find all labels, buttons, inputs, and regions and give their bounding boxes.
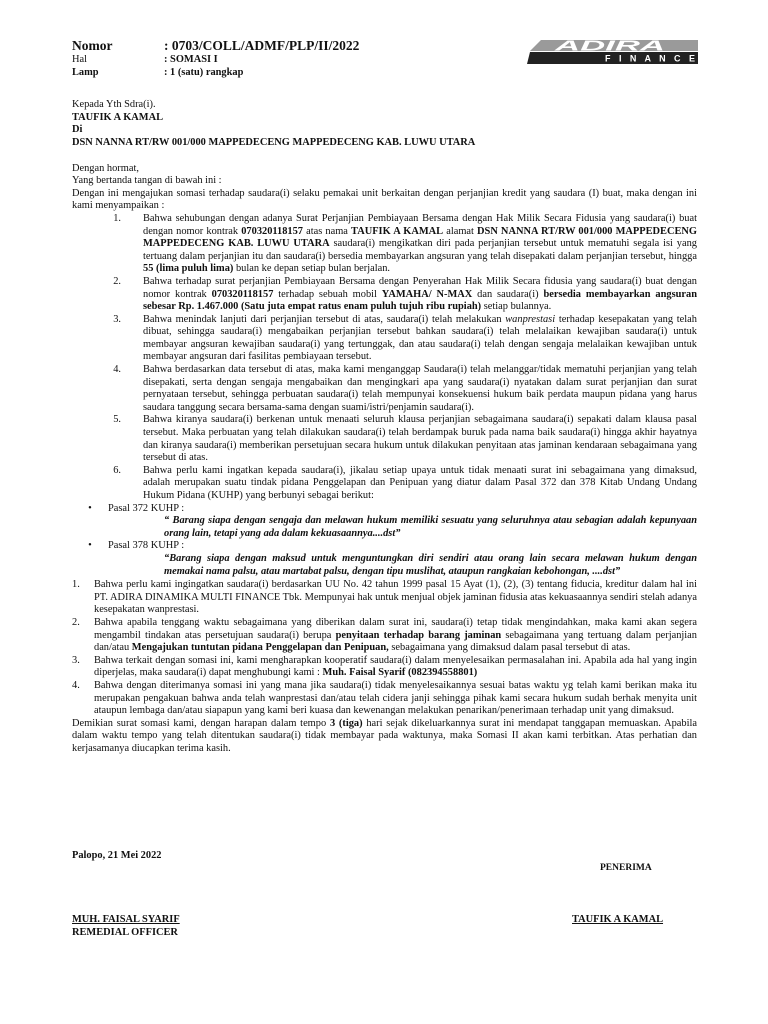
logo-brand: ADIRA <box>552 38 665 55</box>
greeting: Dengan hormat, <box>72 162 139 174</box>
item-number: 4. <box>113 364 121 376</box>
letter-body <box>72 38 697 755</box>
pasal-378-quote: “Barang siapa dengan maksud untuk menguntungkan diri sendiri atau orang lain secara melawan hukum dengan memakai nama palsu, atau martabat palsu, dengan tipu muslihat, ataupun rangkaian kebohongan, ....dst” <box>164 552 697 577</box>
signer-intro: Yang bertanda tangan di bawah ini : <box>72 175 222 187</box>
list-item <box>72 465 697 503</box>
recipient-signature-name: TAUFIK A KAMAL <box>572 914 664 925</box>
recipient-name: TAUFIK A KAMAL <box>72 111 164 123</box>
item-text: Bahwa dengan diterimanya somasi ini yang mana jika saudara(i) tidak menyelesaikannya sesuai batas waktu yg telah kami berikan maka itu merupakan pengakuan bahwa anda telah wanprestasi dan/atau telah cidera janji sehingga pihak kami secara hukum sudah berhak menyita unit ataupun lembaga dan/atau siapapun yang kami beri kuasa dan kewenangan melakukan penarikan/penerimaan terhadap unit yang dimaksud. <box>94 679 697 717</box>
recipient-block <box>72 99 697 149</box>
item-text: Bahwa apabila tenggang waktu sebagaimana yang diberikan dalam surat ini, saudara(i) tetap tidak mengindahkan, maka kami akan segera mengambil tindakan atas persetujuan saudara(i) berupa penyitaan terhadap barang jaminan sebagaimana yang tertuang dalam perjanjian dan/atau Mengajukan tuntutan pidana Penggelapan dan Penipuan, sebagaimana yang dimaksud dalam pasal tersebut di atas. <box>94 616 697 654</box>
place-date: Palopo, 21 Mei 2022 <box>72 850 162 861</box>
item-text: Bahwa terhadap surat perjanjian Pembiayaan Bersama dengan Penyerahan Hak Milik Secara fidusia yang saudara(i) buat dengan nomor kontrak 070320118157 terhadap sebuah mobil YAMAHA/ N-MAX dan saudara(i) bersedia membayarkan angsuran sebesar Rp. 1.467.000 (Satu juta empat ratus enam puluh tujuh ribu rupiah) setiap bulannya. <box>143 275 697 313</box>
logo-sub: F I N A N C E <box>605 53 695 64</box>
item-number: 6. <box>113 464 121 476</box>
recipient-address: DSN NANNA RT/RW 001/000 MAPPEDECENG MAPPEDECENG KAB. LUWU UTARA <box>72 136 476 148</box>
item-text: Bahwa berdasarkan data tersebut di atas, maka kami menganggap Saudara(i) telah melanggar/tidak mematuhi perjanjian yang telah disepakati, serta dengan sengaja mengabaikan dan mengingkari apa yang saudara(i) nyatakan dalam surat perjanjian dan surat pernyataan tersebut, sehingga perbuatan saudara(i) telah mempunyai konsekuensi hukum baik perdata maupun pidana yang harus saudara tanggung secara bersama-sama dengan suami/istri/penjamin saudara(i). <box>143 364 697 413</box>
item-number: 4. <box>72 679 80 691</box>
item-text: Bahwa menindak lanjuti dari perjanjian tersebut di atas, saudara(i) telah melakukan wanprestasi terhadap kesepakatan yang telah dibuat, sehingga saudara(i) mengabaikan perjanjian tersebut bahkan saudara(i) telah melalaikan kewajiban saudara(i) untuk membayar angsuran kewajiban saudara(i) yang tertunggak, dan atau saudara(i) telah dengan sengaja melalaikan kewajiban untuk membayar angsuran dari fasilitas pembiayaan tersebut. <box>143 313 697 363</box>
hal-row <box>72 54 697 67</box>
item-text: Bahwa kiranya saudara(i) berkenan untuk menaati seluruh klausa perjanjian sebagaimana saudara(i) sepakati dalam klausa pasal tersebut. Maka perbuatan yang telah dilakukan saudara(i) telah berdampak buruk pada nama baik saudara(i) hingga akhir hayatnya dan kiranya saudara(i) memberikan persetujuan secara hukum untuk dilakukan penyitaan atas jaminan kendaraan sebagaimana yang tersebut di atas. <box>143 414 697 464</box>
item-number: 3. <box>72 654 80 666</box>
lamp-value: : 1 (satu) rangkap <box>164 66 244 78</box>
pasal-378 <box>72 540 697 553</box>
pasal-label: Pasal 372 KUHP : <box>108 502 185 514</box>
recipient-di: Di <box>72 124 83 136</box>
points-list <box>72 213 697 503</box>
list-item <box>72 617 697 655</box>
hal-value: : SOMASI I <box>164 54 218 65</box>
item-number: 3. <box>113 313 121 325</box>
points2-list <box>72 579 697 718</box>
list-item <box>72 414 697 464</box>
bullet-icon: • <box>88 502 92 514</box>
nomor-row <box>72 38 697 54</box>
list-item <box>72 276 697 314</box>
item-text: Bahwa terkait dengan somasi ini, kami mengharapkan kooperatif saudara(i) dalam menyelesaikan permasalahan ini. Apabila ada hal yang ingin diperjelas, maka saudara(i) dapat menghubungi kami : Muh. Faisal Syarif (082394558801) <box>94 654 697 679</box>
bullet-icon: • <box>88 540 92 552</box>
list-item <box>72 579 697 617</box>
signer-name: MUH. FAISAL SYARIF <box>72 914 180 925</box>
pasal-label: Pasal 378 KUHP : <box>108 540 185 552</box>
intro-block <box>72 163 697 213</box>
pasal-372 <box>72 503 697 516</box>
item-number: 2. <box>113 275 121 287</box>
list-item <box>72 364 697 414</box>
penerima-label: PENERIMA <box>600 863 652 873</box>
item-number: 1. <box>113 212 121 224</box>
hal-label: Hal <box>72 54 88 65</box>
closing-paragraph: Demikian surat somasi kami, dengan harapan dalam tempo 3 (tiga) hari sejak dikeluarkannya surat ini mendapat tanggapan memuaskan. Apabila dalam waktu tempo yang telah ditentukan saudara(i) tidak membayar pada waktunya, maka Somasi II akan kami terbitkan. Atas perhatian dan kerjasamanya diucapkan terima kasih. <box>72 717 697 754</box>
item-number: 1. <box>72 579 80 591</box>
signer-title: REMEDIAL OFFICER <box>72 927 178 938</box>
list-item <box>72 314 697 364</box>
lamp-row <box>72 67 697 80</box>
lamp-label: Lamp <box>72 66 99 78</box>
list-item <box>72 680 697 718</box>
item-text: Bahwa sehubungan dengan adanya Surat Perjanjian Pembiayaan Bersama dengan Hak Milik Secara Fidusia yang saudara(i) buat dengan nomor kontrak 070320118157 atas nama TAUFIK A KAMAL alamat DSN NANNA RT/RW 001/000 MAPPEDECENG MAPPEDECENG KAB. LUWU UTARA saudara(i) mengikatkan diri pada perjanjian tersebut untuk mematuhi segala isi yang tertuang dalam perjanjian itu dan saudara(i) bersedia membayarkan angsuran yang telah disepakati dalam perjanjian tersebut, hingga 55 (lima puluh lima) bulan ke depan setiap bulan berjalan. <box>143 212 697 275</box>
recipient-salutation: Kepada Yth Sdra(i). <box>72 99 156 111</box>
item-number: 5. <box>113 414 121 426</box>
list-item <box>72 655 697 680</box>
item-text: Bahwa perlu kami ingingatkan saudara(i) berdasarkan UU No. 42 tahun 1999 pasal 15 Ayat (1), (2), (3) tentang fiducia, kreditur dalam hal ini PT. ADIRA DINAMIKA MULTI FINANCE Tbk. Mempunyai hak untuk menjual objek jaminan fidusia atas kekuasaannya sendiri stelah adanya kesepakatan wanprestasi. <box>94 579 697 616</box>
pasal-372-quote: “ Barang siapa dengan sengaja dan melawan hukum memiliki sesuatu yang seluruhnya atau sebagian adalah kepunyaan orang lain, tetapi yang ada dalam kekuasaannya....dst” <box>164 515 697 539</box>
intro-paragraph: Dengan ini mengajukan somasi terhadap saudara(i) selaku pemakai unit berkaitan dengan perjanjian kredit yang saudara (I) buat, maka dengan ini kami menyampaikan : <box>72 187 697 212</box>
nomor-label: Nomor <box>72 38 113 53</box>
list-item <box>72 213 697 276</box>
item-text: Bahwa perlu kami ingatkan kepada saudara(i), jikalau setiap upaya untuk tidak menaati surat ini sebagaimana yang dimaksud, adalah merupakan suatu tindak pidana Penggelapan dan Penipuan yang diatur dalam Pasal 372 dan 378 Kitab Undang Undang Hukum Pidana (KUHP) yang berbunyi sebagai berikut: <box>143 464 697 501</box>
item-number: 2. <box>72 616 80 628</box>
nomor-value: : 0703/COLL/ADMF/PLP/II/2022 <box>164 38 360 53</box>
